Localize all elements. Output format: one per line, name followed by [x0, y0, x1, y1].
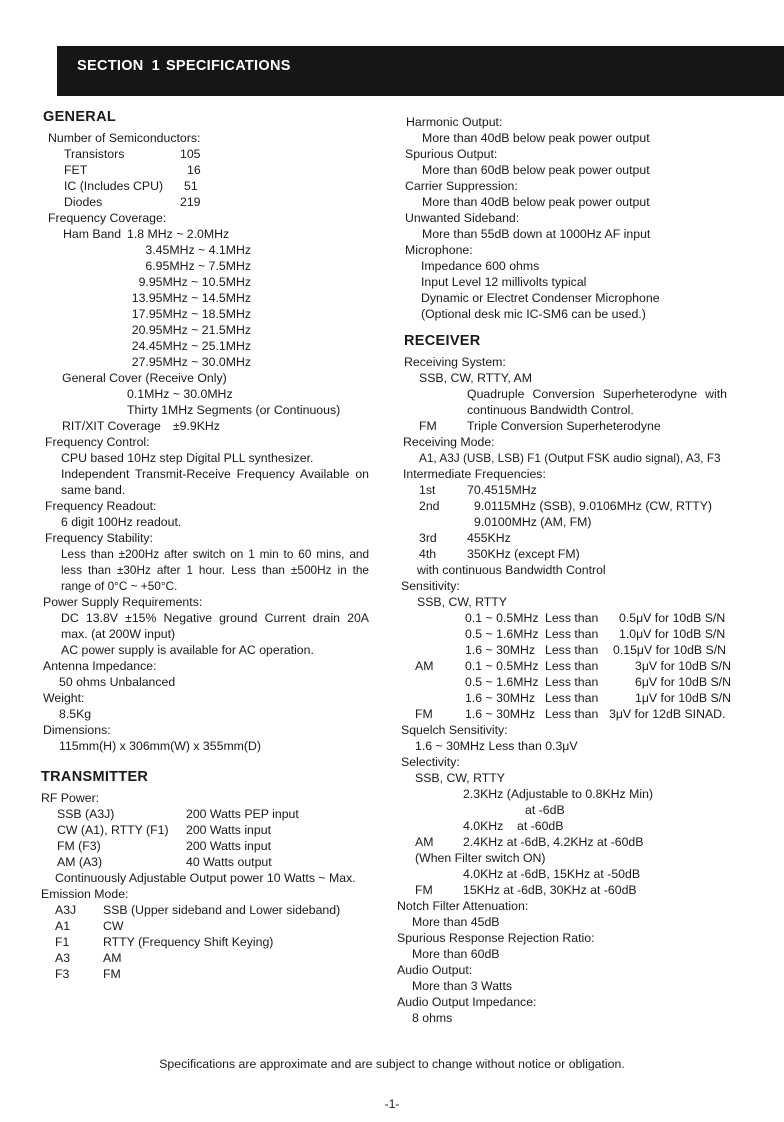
mode-label: Receiving Mode:	[403, 435, 495, 449]
receiver-heading: RECEIVER	[404, 333, 481, 349]
sensitivity-row: 1.6 ~ 30MHz Less than 1μV for 10dB S/N	[465, 691, 731, 705]
carrier-label: Carrier Suppression:	[405, 179, 518, 193]
emission-row: A3J SSB (Upper sideband and Lower sideband)	[55, 903, 341, 917]
semiconductor-row: IC (Includes CPU) 51	[64, 179, 198, 193]
weight-label: Weight:	[43, 691, 85, 705]
sensitivity-row: 1.6 ~ 30MHz Less than 0.15μV for 10dB S/N	[465, 643, 727, 657]
audio-out-value: More than 3 Watts	[412, 979, 513, 993]
freq-control-label: Frequency Control:	[45, 435, 150, 449]
selectivity-am-2: (When Filter switch ON)	[415, 851, 546, 865]
selectivity-am-3: 4.0KHz at -6dB, 15KHz at -50dB	[463, 867, 641, 881]
if-row: 1st 70.4515MHz	[419, 483, 537, 497]
if-row: 9.0100MHz (AM, FM)	[474, 515, 592, 529]
freq-readout-value: 6 digit 100Hz readout.	[61, 515, 182, 529]
rf-adjustable: Continuously Adjustable Output power 10 Watts ~ Max.	[55, 871, 356, 885]
ham-band-row: 3.45MHz ~ 4.1MHz	[145, 243, 251, 257]
mode-value: A1, A3J (USB, LSB) F1 (Output FSK audio signal), A3, F3	[419, 451, 721, 465]
audio-out-label: Audio Output:	[397, 963, 473, 977]
if-label: Intermediate Frequencies:	[403, 467, 546, 481]
sensitivity-row: 0.5 ~ 1.6MHz Less than 6μV for 10dB S/N	[465, 675, 731, 689]
mic-optional: (Optional desk mic IC-SM6 can be used.)	[421, 307, 646, 321]
selectivity-am-row: AM 2.4KHz at -6dB, 4.2KHz at -60dB	[415, 835, 644, 849]
page-number: -1-	[384, 1097, 400, 1111]
audio-imp-label: Audio Output Impedance:	[397, 995, 537, 1009]
sensitivity-row: 0.5 ~ 1.6MHz Less than 1.0μV for 10dB S/N	[465, 627, 726, 641]
sensitivity-row: AM 0.1 ~ 0.5MHz Less than 3μV for 10dB S/N	[415, 659, 731, 673]
antenna-value: 50 ohms Unbalanced	[59, 675, 176, 689]
power-supply-label: Power Supply Requirements:	[43, 595, 203, 609]
emission-row: F3 FM	[55, 967, 121, 981]
dimensions-value: 115mm(H) x 306mm(W) x 355mm(D)	[59, 739, 261, 753]
semiconductors-label: Number of Semiconductors:	[48, 131, 201, 145]
selectivity-label: Selectivity:	[401, 755, 460, 769]
sensitivity-row: 0.1 ~ 0.5MHz Less than 0.5μV for 10dB S/N	[465, 611, 726, 625]
notch-value: More than 45dB	[412, 915, 500, 929]
selectivity-ssb-1: 2.3KHz (Adjustable to 0.8KHz Min)	[463, 787, 654, 801]
antenna-label: Antenna Impedance:	[43, 659, 157, 673]
emission-label: Emission Mode:	[41, 887, 129, 901]
rf-power-row: FM (F3) 200 Watts input	[57, 839, 271, 853]
if-row: 3rd 455KHz	[419, 531, 511, 545]
freq-control-1: CPU based 10Hz step Digital PLL synthesizer.	[61, 451, 314, 465]
freq-stability-value: Less than ±200Hz after switch on 1 min to 60 mins, and less than ±30Hz after 1 hour. Less than ±500Hz in the range of 0°C ~ +50°C.	[61, 547, 369, 593]
freq-readout-label: Frequency Readout:	[45, 499, 157, 513]
mic-label: Microphone:	[405, 243, 473, 257]
dimensions-label: Dimensions:	[43, 723, 111, 737]
ham-band-row: 17.95MHz ~ 18.5MHz	[131, 307, 251, 321]
semiconductor-row: Transistors 105	[64, 147, 201, 161]
system-quad: Quadruple Conversion Superheterodyne with continuous Bandwidth Control.	[467, 387, 727, 417]
rf-power-row: SSB (A3J) 200 Watts PEP input	[57, 807, 299, 821]
selectivity-fm-row: FM 15KHz at -6dB, 30KHz at -60dB	[415, 883, 637, 897]
if-row: 4th 350KHz (except FM)	[419, 547, 580, 561]
right-column	[397, 114, 776, 1026]
spurious-label: Spurious Output:	[405, 147, 498, 161]
harmonic-label: Harmonic Output:	[406, 115, 503, 129]
unwanted-value: More than 55dB down at 1000Hz AF input	[422, 227, 651, 241]
freq-control-2: Independent Transmit-Receive Frequency Available on same band.	[61, 467, 369, 497]
squelch-value: 1.6 ~ 30MHz Less than 0.3μV	[415, 739, 578, 753]
rf-power-row: AM (A3) 40 Watts output	[57, 855, 272, 869]
squelch-label: Squelch Sensitivity:	[401, 723, 508, 737]
weight-value: 8.5Kg	[59, 707, 92, 721]
semiconductor-row: FET 16	[64, 163, 201, 177]
if-note: with continuous Bandwidth Control	[417, 563, 606, 577]
section-header-bar	[57, 46, 784, 96]
freq-coverage-label: Frequency Coverage:	[48, 211, 167, 225]
emission-row: A1 CW	[55, 919, 124, 933]
ham-band-row: 13.95MHz ~ 14.5MHz	[131, 291, 251, 305]
general-heading: GENERAL	[43, 109, 116, 125]
selectivity-ssb-2: at -6dB	[525, 803, 565, 817]
ham-band-row: Ham Band 1.8 MHz ~ 2.0MHz	[63, 227, 230, 241]
rit-row: RIT/XIT Coverage ±9.9KHz	[62, 419, 220, 433]
section-title-text: SPECIFICATIONS	[165, 58, 291, 74]
notch-label: Notch Filter Attenuation:	[397, 899, 529, 913]
spurious-rej-label: Spurious Response Rejection Ratio:	[397, 931, 595, 945]
system-label: Receiving System:	[404, 355, 506, 369]
rf-power-row: CW (A1), RTTY (F1) 200 Watts input	[57, 823, 271, 837]
audio-imp-value: 8 ohms	[412, 1011, 453, 1025]
emission-row: F1 RTTY (Frequency Shift Keying)	[55, 935, 274, 949]
ham-band-row: 20.95MHz ~ 21.5MHz	[131, 323, 251, 337]
ham-band-row: 24.45MHz ~ 25.1MHz	[131, 339, 251, 353]
sensitivity-ssb-modes: SSB, CW, RTTY	[417, 595, 507, 609]
general-cover-segments: Thirty 1MHz Segments (or Continuous)	[127, 403, 341, 417]
left-column	[43, 108, 383, 982]
spurious-rej-value: More than 60dB	[412, 947, 500, 961]
power-supply-1: DC 13.8V ±15% Negative ground Current drain 20A max. (at 200W input)	[61, 611, 369, 641]
harmonic-value: More than 40dB below peak power output	[422, 131, 650, 145]
ham-band-row: 6.95MHz ~ 7.5MHz	[145, 259, 251, 273]
selectivity-ssb-3: 4.0KHz at -60dB	[463, 819, 564, 833]
section-title	[77, 58, 291, 74]
power-supply-2: AC power supply is available for AC operation.	[61, 643, 314, 657]
mic-type: Dynamic or Electret Condenser Microphone	[421, 291, 660, 305]
sensitivity-row: FM 1.6 ~ 30MHz Less than 3μV for 12dB SINAD.	[415, 707, 726, 721]
selectivity-ssb-modes: SSB, CW, RTTY	[415, 771, 505, 785]
emission-row: A3 AM	[55, 951, 122, 965]
ham-band-row: 9.95MHz ~ 10.5MHz	[138, 275, 251, 289]
rf-power-label: RF Power:	[41, 791, 100, 805]
transmitter-heading: TRANSMITTER	[41, 769, 149, 785]
system-fm-row: FM Triple Conversion Superheterodyne	[419, 419, 661, 433]
ham-band-row: 27.95MHz ~ 30.0MHz	[131, 355, 251, 369]
spurious-value: More than 60dB below peak power output	[422, 163, 650, 177]
ham-band-label: Ham Band	[63, 227, 122, 241]
general-cover-label: General Cover (Receive Only)	[62, 371, 227, 385]
carrier-value: More than 40dB below peak power output	[422, 195, 650, 209]
mic-impedance: Impedance 600 ohms	[421, 259, 540, 273]
if-row: 2nd 9.0115MHz (SSB), 9.0106MHz (CW, RTTY)	[419, 499, 713, 513]
semiconductor-row: Diodes 219	[64, 195, 201, 209]
section-prefix: SECTION	[77, 58, 144, 74]
system-modes: SSB, CW, RTTY, AM	[419, 371, 532, 385]
freq-stability-label: Frequency Stability:	[45, 531, 153, 545]
general-cover-range: 0.1MHz ~ 30.0MHz	[127, 387, 233, 401]
mic-input: Input Level 12 millivolts typical	[421, 275, 587, 289]
section-number: 1	[151, 58, 160, 74]
unwanted-label: Unwanted Sideband:	[405, 211, 520, 225]
sensitivity-label: Sensitivity:	[401, 579, 460, 593]
footer-note: Specifications are approximate and are subject to change without notice or obligation.	[159, 1057, 625, 1071]
